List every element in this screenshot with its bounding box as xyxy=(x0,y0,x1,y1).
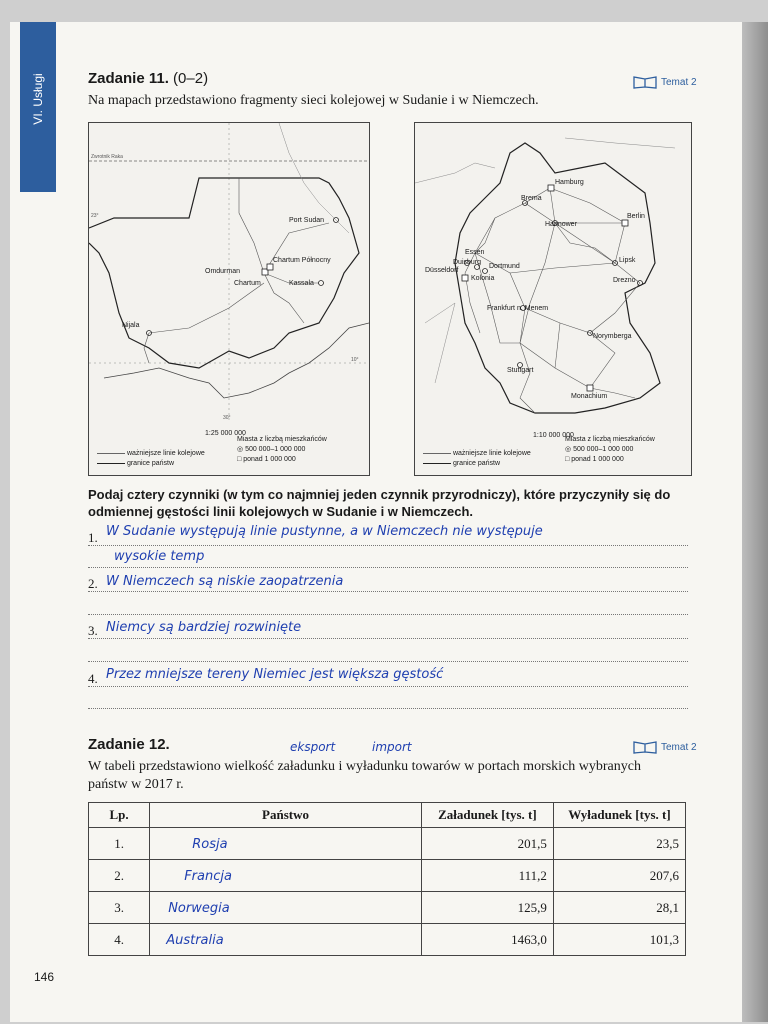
row-lp: 4. xyxy=(89,924,150,956)
answer-1-line xyxy=(88,545,688,546)
city-dortmund: Dortmund xyxy=(489,263,520,270)
answer-2-number: 2. xyxy=(88,576,98,591)
table-row xyxy=(89,924,686,956)
row-load: 125,9 xyxy=(421,892,553,924)
book-icon xyxy=(633,740,657,754)
task11-title-text: Zadanie 11. xyxy=(88,70,169,87)
legend-border: granice państw xyxy=(452,460,501,467)
legend-rail: ważniejsze linie kolejowe xyxy=(126,450,205,457)
task11-title xyxy=(88,70,208,87)
city-dusseldorf: Düsseldorf xyxy=(425,267,459,274)
row-load: 201,5 xyxy=(421,828,553,860)
answer-4-number: 4. xyxy=(88,671,98,686)
legend-cities-title: Miasta z liczbą mieszkańców xyxy=(237,436,327,443)
answer-3-number: 3. xyxy=(88,623,98,638)
lat-10-label: 10° xyxy=(351,357,359,363)
city-chartum: Chartum xyxy=(234,280,261,287)
row-load: 1463,0 xyxy=(421,924,553,956)
task11-temat-link[interactable] xyxy=(633,75,697,89)
tropic-label: Zwrotnik Raka xyxy=(91,154,123,160)
sudan-map-legend xyxy=(97,441,205,469)
city-duisburg: Duisburg xyxy=(453,259,482,266)
legend-border: granice państw xyxy=(126,460,175,467)
row-unload: 101,3 xyxy=(553,924,685,956)
answer-3-line-2 xyxy=(88,661,688,662)
row-unload: 28,1 xyxy=(553,892,685,924)
answer-4-line-2 xyxy=(88,708,688,709)
row-country[interactable]: Rosja xyxy=(192,836,228,852)
header-load: Załadunek [tys. t] xyxy=(421,803,553,828)
city-kolonia: Kolonia xyxy=(471,275,495,282)
row-lp: 3. xyxy=(89,892,150,924)
city-lipsk: Lipsk xyxy=(619,257,636,264)
sudan-map-scale: 1:25 000 000 xyxy=(205,430,246,437)
city-hanower: Hannower xyxy=(545,221,577,228)
task11-points: (0–2) xyxy=(173,70,209,87)
answer-1-text-cont[interactable]: wysokie temp xyxy=(114,549,205,564)
legend-mid-cities: 500 000–1 000 000 xyxy=(573,446,634,453)
row-load: 111,2 xyxy=(421,860,553,892)
row-country[interactable]: Norwegia xyxy=(168,900,230,916)
task12-temat-link[interactable] xyxy=(633,740,697,754)
city-omdurman: Omdurman xyxy=(205,268,241,275)
city-frankfurt: Frankfurt n. Menem xyxy=(487,305,549,312)
page-gutter-shadow xyxy=(742,22,768,1022)
row-country[interactable]: Australia xyxy=(166,932,224,948)
germany-map-scale: 1:10 000 000 xyxy=(533,432,574,439)
answer-1-text[interactable]: W Sudanie występują linie pustynne, a w Niemczech nie występuje xyxy=(106,524,543,539)
germany-map-legend-cities: Miasta z liczbą mieszkańców ◎ 500 000–1 000 000 □ ponad 1 000 000 xyxy=(565,436,655,463)
answer-1-number: 1. xyxy=(88,530,98,545)
task12-title: Zadanie 12. xyxy=(88,736,170,753)
legend-mid-cities: 500 000–1 000 000 xyxy=(245,446,306,453)
legend-cities-title: Miasta z liczbą mieszkańców xyxy=(565,436,655,443)
city-drezno: Drezno xyxy=(613,277,636,284)
task11-question: Podaj cztery czynniki (w tym co najmniej jeden czynnik przyrodniczy), które przyczyniły się do odmiennej gęstości linii kolejowych w Sudanie i w Niemczech. xyxy=(88,487,671,519)
city-hamburg: Hamburg xyxy=(555,179,584,186)
answer-3-line xyxy=(88,638,688,639)
page-number: 146 xyxy=(34,970,55,984)
note-export: eksport xyxy=(290,740,336,754)
legend-big-cities: ponad 1 000 000 xyxy=(571,456,624,463)
city-berlin: Berlin xyxy=(627,213,645,220)
city-nijala: Nijala xyxy=(122,322,140,329)
lat-23-label: 23° xyxy=(91,213,99,219)
task11-temat-label: Temat 2 xyxy=(661,76,697,88)
chapter-label: VI. Usługi xyxy=(31,73,45,125)
germany-map xyxy=(414,122,692,476)
sudan-map xyxy=(88,122,370,476)
sudan-map-legend-cities: Miasta z liczbą mieszkańców ◎ 500 000–1 000 000 □ ponad 1 000 000 xyxy=(237,436,327,463)
chapter-side-tab xyxy=(20,22,56,192)
legend-rail: ważniejsze linie kolejowe xyxy=(452,450,531,457)
city-port-sudan: Port Sudan xyxy=(289,217,325,224)
task11-intro: Na mapach przedstawiono fragmenty sieci kolejowej w Sudanie i w Niemczech. xyxy=(88,93,539,108)
table-row xyxy=(89,892,686,924)
row-lp: 1. xyxy=(89,828,150,860)
answer-1-line-2 xyxy=(88,567,688,568)
city-kassala: Kassala xyxy=(289,280,314,287)
city-brema: Brema xyxy=(521,195,542,202)
city-stuttgart: Stuttgart xyxy=(507,367,534,374)
book-icon xyxy=(633,75,657,89)
note-import: import xyxy=(372,740,412,754)
city-norymberga: Norymberga xyxy=(593,333,632,340)
city-chartum-polnocny: Chartum Północny xyxy=(273,257,331,264)
task12-intro: W tabeli przedstawiono wielkość załadunku i wyładunku towarów w portach morskich wybranych państw w 2017 r. xyxy=(88,759,641,792)
row-unload: 207,6 xyxy=(553,860,685,892)
answer-3-text[interactable]: Niemcy są bardziej rozwinięte xyxy=(106,620,302,635)
task12-temat-label: Temat 2 xyxy=(661,741,697,753)
answer-4-text[interactable]: Przez mniejsze tereny Niemiec jest większa gęstość xyxy=(106,667,444,682)
germany-map-legend xyxy=(423,441,531,469)
legend-big-cities: ponad 1 000 000 xyxy=(243,456,296,463)
header-country: Państwo xyxy=(150,803,422,828)
city-essen: Essen xyxy=(465,249,485,256)
table-header-row xyxy=(89,803,686,828)
table-row xyxy=(89,860,686,892)
row-country[interactable]: Francja xyxy=(184,868,232,884)
lon-30-label: 30° xyxy=(223,415,231,421)
answer-2-text[interactable]: W Niemczech są niskie zaopatrzenia xyxy=(106,574,344,589)
row-unload: 23,5 xyxy=(553,828,685,860)
germany-map-drawing xyxy=(415,123,691,428)
answer-2-line xyxy=(88,591,688,592)
row-lp: 2. xyxy=(89,860,150,892)
header-lp: Lp. xyxy=(89,803,150,828)
header-unload: Wyładunek [tys. t] xyxy=(553,803,685,828)
answer-2-line-2 xyxy=(88,614,688,615)
city-monachium: Monachium xyxy=(571,393,608,400)
answer-4-line xyxy=(88,686,688,687)
table-row xyxy=(89,828,686,860)
ports-table xyxy=(88,802,686,956)
